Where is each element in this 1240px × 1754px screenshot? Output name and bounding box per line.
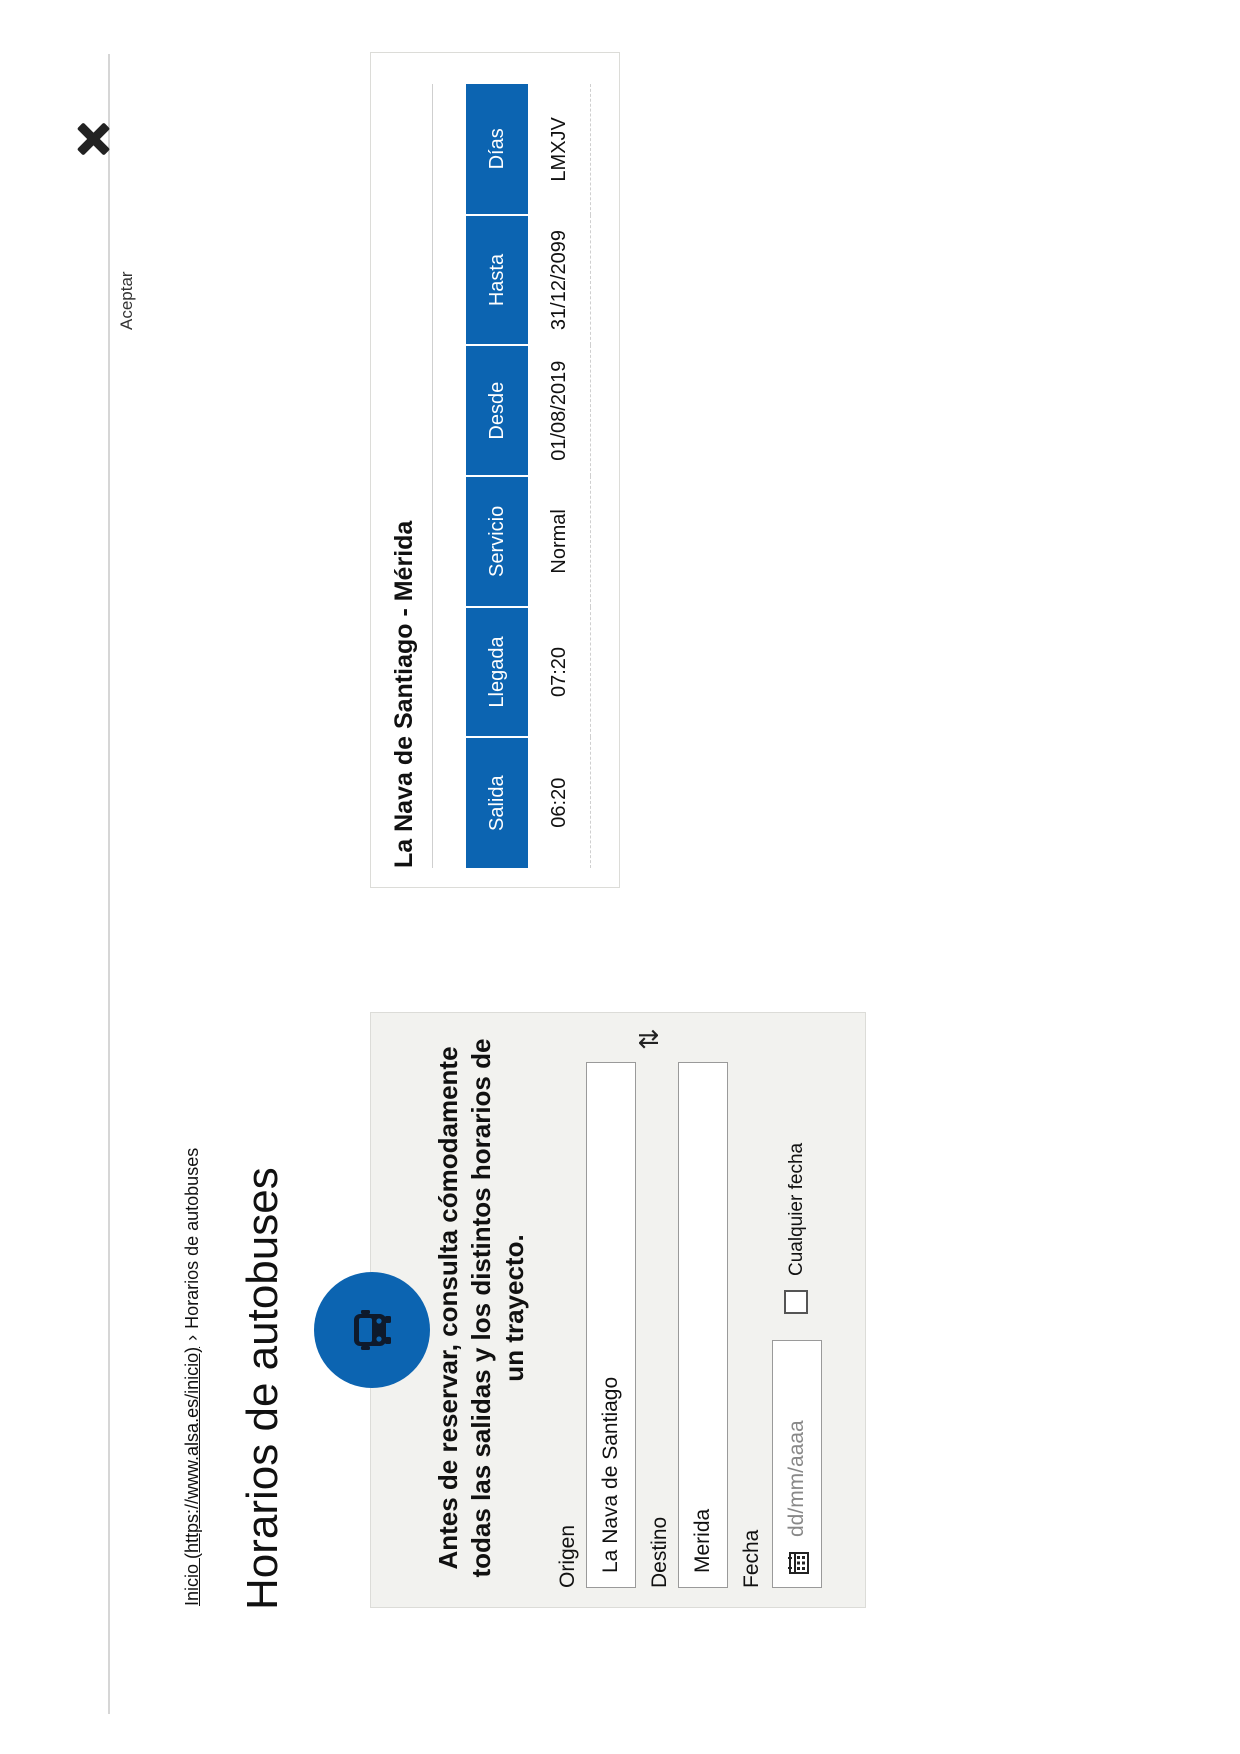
destination-input[interactable] xyxy=(678,1062,728,1588)
date-field[interactable] xyxy=(772,1340,822,1588)
route-title-divider xyxy=(432,84,433,868)
column-header-dias: Días xyxy=(466,84,528,215)
page-title: Horarios de autobuses xyxy=(238,1167,287,1610)
column-header-llegada: Llegada xyxy=(466,607,528,738)
table-row xyxy=(528,84,591,868)
bus-icon xyxy=(348,1306,396,1354)
header-divider xyxy=(108,54,110,1714)
destination-label: Destino xyxy=(648,1516,671,1588)
breadcrumb xyxy=(182,1148,203,1606)
schedule-table xyxy=(466,84,591,868)
any-date-label[interactable]: Cualquier fecha xyxy=(786,1142,807,1276)
close-icon[interactable] xyxy=(76,122,110,156)
any-date-checkbox[interactable] xyxy=(784,1290,808,1314)
date-label: Fecha xyxy=(740,1529,763,1588)
column-header-desde: Desde xyxy=(466,345,528,476)
cell-hasta: 31/12/2099 xyxy=(528,215,591,346)
cell-dias: LMXJV xyxy=(528,84,591,215)
swap-icon[interactable]: ⇅ xyxy=(634,1028,664,1050)
column-header-salida: Salida xyxy=(466,737,528,868)
cell-llegada: 07:20 xyxy=(528,607,591,738)
bus-badge xyxy=(314,1272,430,1388)
breadcrumb-separator: › xyxy=(182,1334,202,1341)
cell-servicio: Normal xyxy=(528,476,591,607)
route-title: La Nava de Santiago - Mérida xyxy=(390,520,418,868)
column-header-servicio: Servicio xyxy=(466,476,528,607)
origin-label: Origen xyxy=(556,1524,579,1588)
breadcrumb-current: Horarios de autobuses xyxy=(182,1147,202,1329)
date-input[interactable] xyxy=(773,1337,821,1541)
cell-salida: 06:20 xyxy=(528,737,591,868)
schedule-header-row xyxy=(466,84,528,868)
breadcrumb-home-link[interactable]: Inicio (https://www.alsa.es/inicio) xyxy=(182,1346,202,1606)
column-header-hasta: Hasta xyxy=(466,215,528,346)
accept-button[interactable]: Aceptar xyxy=(117,271,136,330)
origin-input[interactable] xyxy=(586,1062,636,1588)
calendar-icon[interactable] xyxy=(786,1551,810,1575)
cell-desde: 01/08/2019 xyxy=(528,345,591,476)
search-headline: Antes de reservar, consulta cómodamente todas las salidas y los distintos horarios de un trayecto. xyxy=(433,1038,529,1578)
